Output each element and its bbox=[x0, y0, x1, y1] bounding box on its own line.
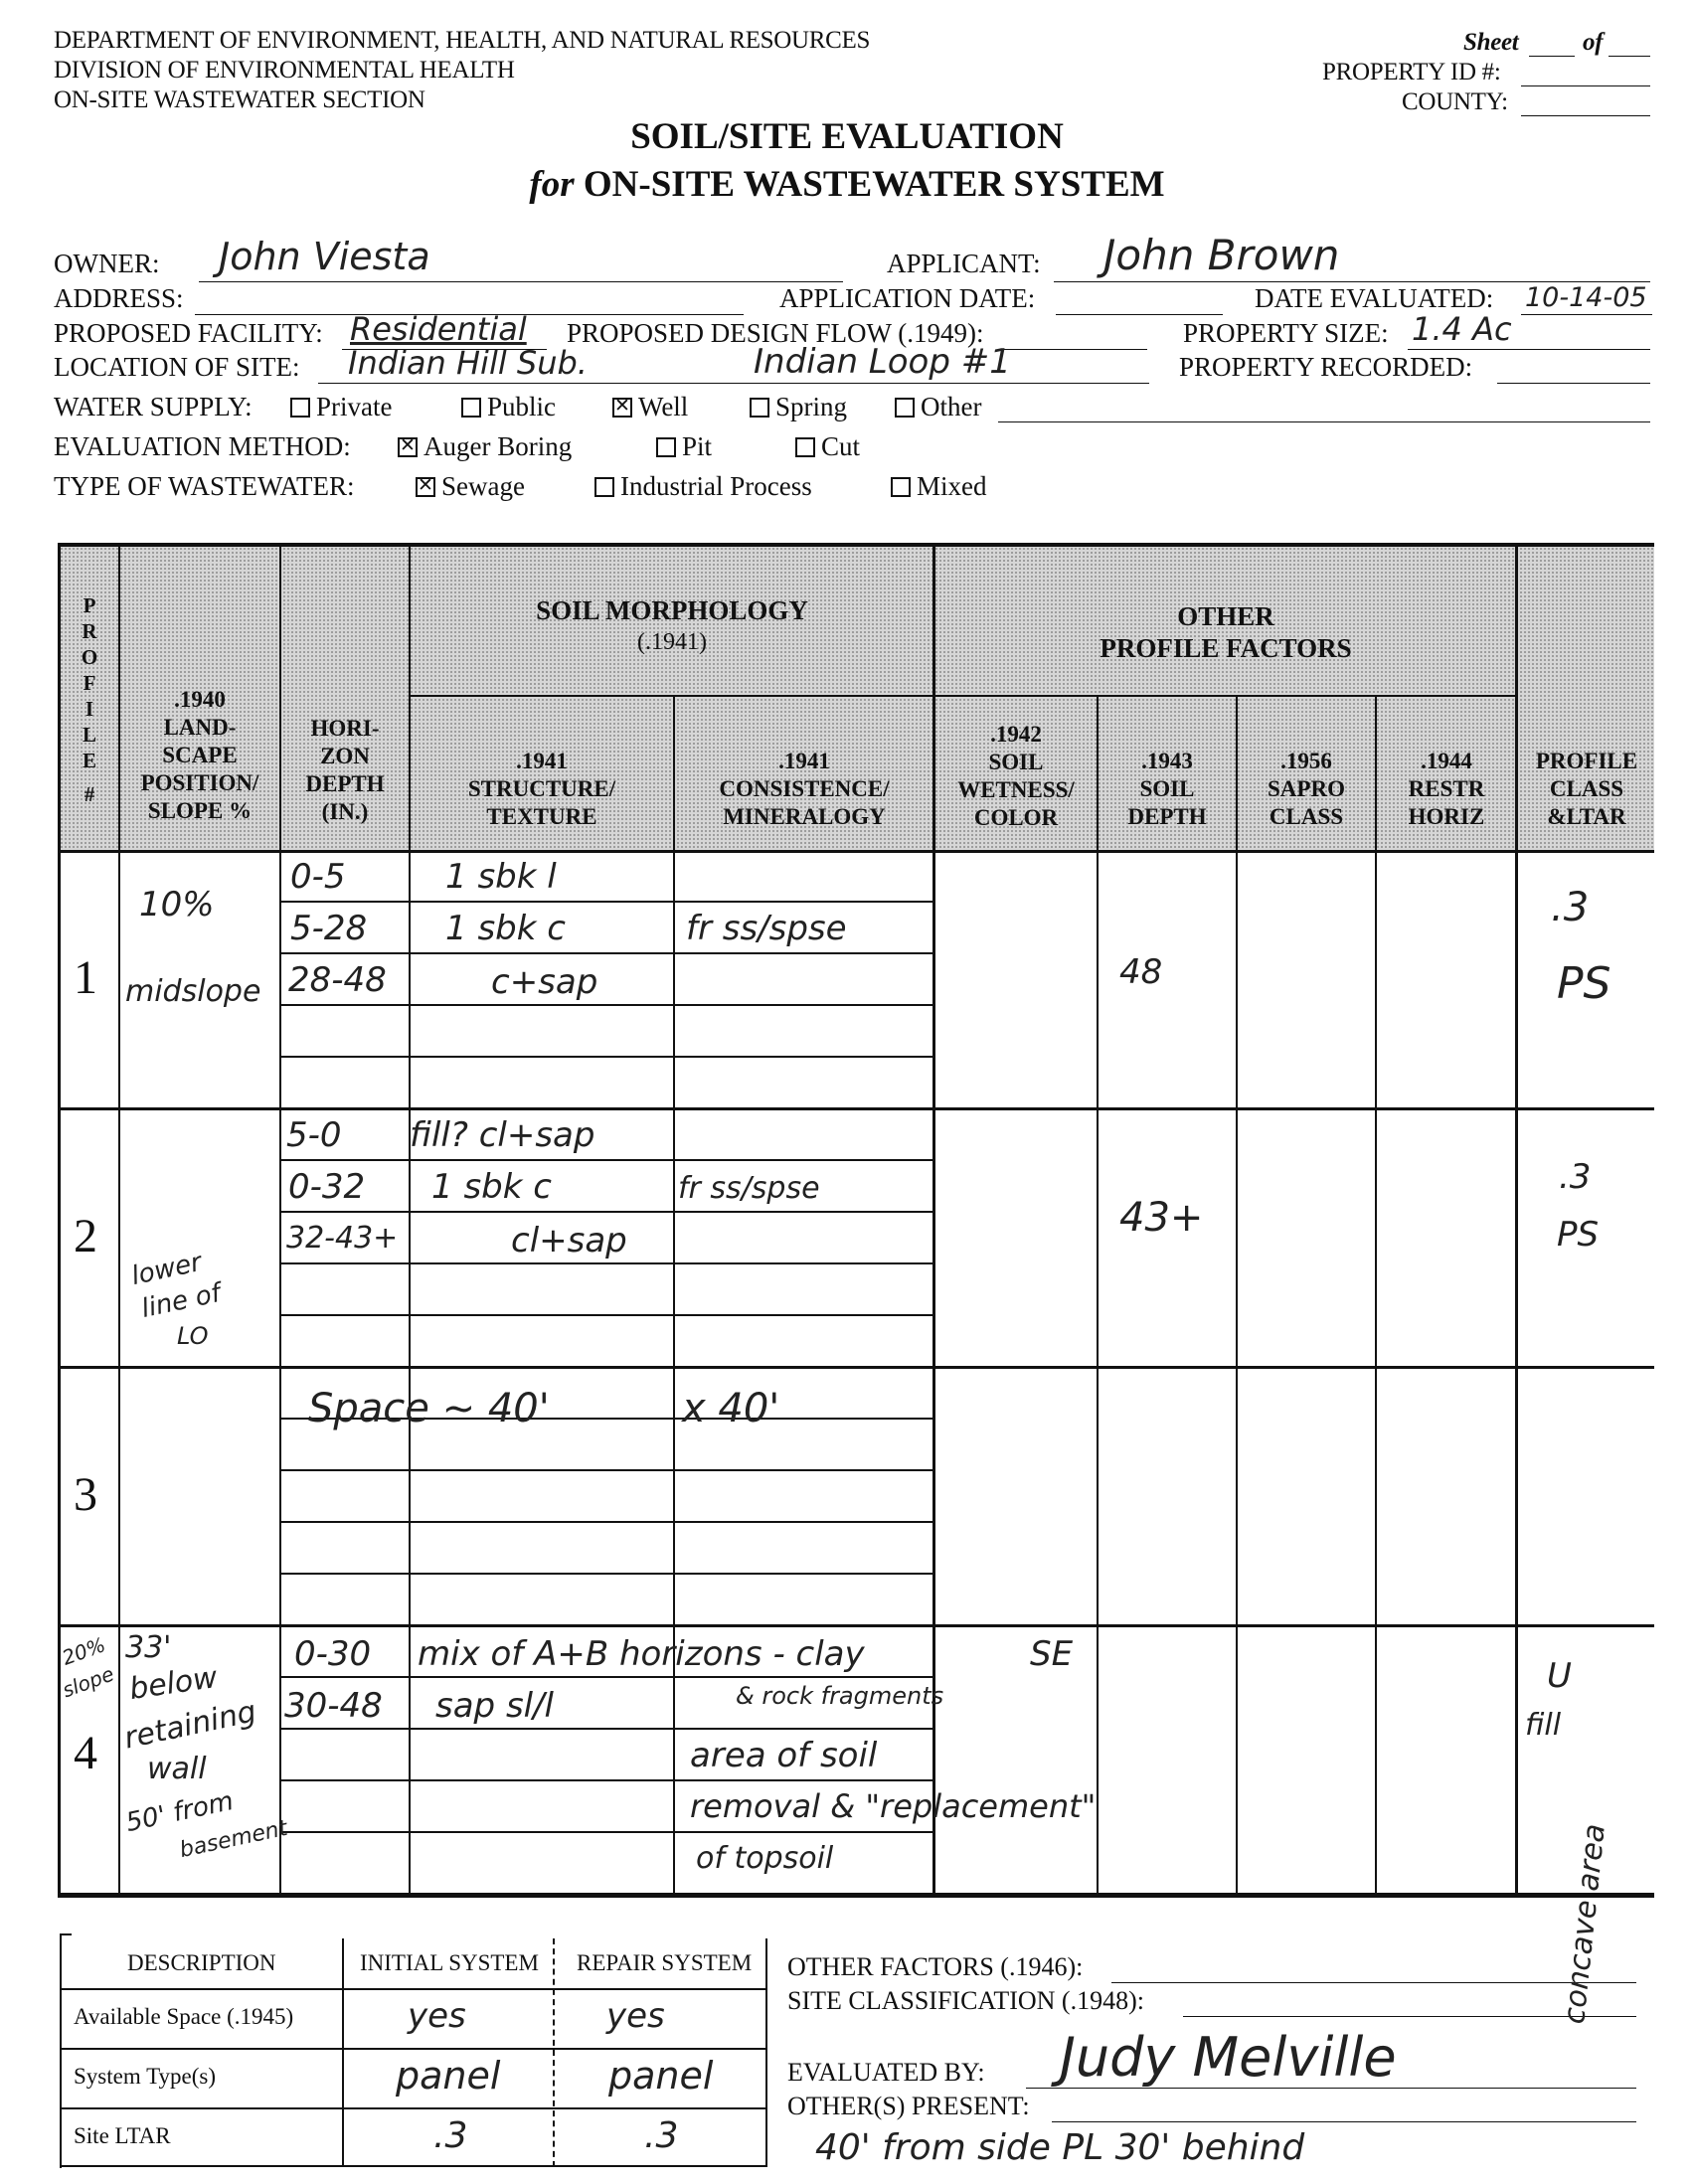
header-sub-line bbox=[409, 695, 1516, 697]
profile-1-structure-1[interactable]: 1 sbk l bbox=[445, 857, 557, 897]
dept-line-2: DIVISION OF ENVIRONMENTAL HEALTH bbox=[54, 57, 515, 84]
profile-2-horizon-1[interactable]: 5-0 bbox=[286, 1115, 342, 1155]
method-cut[interactable]: Cut bbox=[795, 431, 860, 462]
owner-line[interactable] bbox=[199, 281, 843, 282]
profile-2-horizon-2[interactable]: 0-32 bbox=[288, 1167, 366, 1207]
col-line-6 bbox=[1097, 696, 1099, 1895]
table-top-border bbox=[58, 543, 1654, 547]
profile-4-structure-1[interactable]: mix of A+B horizons - clay bbox=[418, 1634, 865, 1674]
profile-divider-2 bbox=[58, 1366, 1654, 1369]
applicant-label: APPLICANT: bbox=[887, 249, 1041, 278]
profile-1-class[interactable]: PS bbox=[1557, 958, 1611, 1009]
evaluated-by-signature[interactable]: Judy Melville bbox=[1060, 2026, 1397, 2089]
evaluation-method-label: EVALUATION METHOD: bbox=[54, 431, 351, 461]
profile-1-horizon-3[interactable]: 28-48 bbox=[288, 960, 387, 1000]
margin-note[interactable]: concave area bbox=[1557, 1822, 1612, 2026]
water-supply-label: WATER SUPPLY: bbox=[54, 392, 253, 421]
form-title-line2 bbox=[0, 163, 1694, 206]
location-value-1[interactable]: Indian Hill Sub. bbox=[348, 344, 588, 382]
profile-number-header: P R O F I L E # bbox=[81, 593, 98, 806]
profile-1-soil-depth[interactable]: 48 bbox=[1119, 952, 1163, 992]
form-title-line1: SOIL/SITE EVALUATION bbox=[630, 116, 1064, 157]
property-recorded-label: PROPERTY RECORDED: bbox=[1179, 352, 1473, 382]
design-flow-line[interactable] bbox=[1004, 349, 1147, 350]
repair-system-header: REPAIR SYSTEM bbox=[577, 1950, 753, 1975]
soil-depth-header: .1943 SOIL DEPTH bbox=[1127, 749, 1207, 829]
application-date-label: APPLICATION DATE: bbox=[779, 283, 1036, 313]
header-bottom-line bbox=[58, 850, 1654, 853]
property-id-line[interactable] bbox=[1521, 85, 1650, 86]
table-left-border bbox=[58, 543, 61, 1897]
application-date-line[interactable] bbox=[1056, 314, 1223, 315]
public-checkbox[interactable] bbox=[461, 398, 481, 418]
profile-1-horizon-2[interactable]: 5-28 bbox=[290, 909, 368, 948]
address-label: ADDRESS: bbox=[54, 283, 184, 313]
sheet-label: Sheet bbox=[1463, 29, 1519, 56]
sewage-checkbox[interactable] bbox=[416, 477, 435, 497]
initial-system-header: INITIAL SYSTEM bbox=[360, 1950, 539, 1975]
profile-4-horizon-2[interactable]: 30-48 bbox=[284, 1686, 383, 1726]
profile-4-landscape-1[interactable]: 33' bbox=[125, 1630, 172, 1665]
auger-boring-checkbox[interactable] bbox=[398, 437, 418, 457]
profile-divider-3 bbox=[58, 1624, 1654, 1627]
water-supply-private[interactable]: Private bbox=[290, 392, 392, 422]
col-line-2 bbox=[279, 547, 281, 1895]
profile-4-note-3[interactable]: removal & "replacement" bbox=[690, 1787, 1097, 1825]
date-evaluated-line[interactable] bbox=[1521, 314, 1652, 315]
property-id-label: PROPERTY ID #: bbox=[1322, 59, 1501, 85]
location-line[interactable] bbox=[318, 383, 1149, 384]
site-ltar-repair[interactable]: .3 bbox=[644, 2115, 679, 2156]
pit-checkbox[interactable] bbox=[656, 437, 676, 457]
table-bottom-border bbox=[58, 1893, 1654, 1898]
form-title-system: ON-SITE WASTEWATER SYSTEM bbox=[583, 164, 1165, 205]
property-size-value[interactable]: 1.4 Ac bbox=[1412, 310, 1512, 348]
profile-2-position-3[interactable]: LO bbox=[177, 1322, 209, 1350]
profile-4-landscape-4[interactable]: wall bbox=[147, 1752, 207, 1786]
dept-line-3: ON-SITE WASTEWATER SECTION bbox=[54, 86, 425, 113]
location-value-2[interactable]: Indian Loop #1 bbox=[754, 342, 1011, 382]
profile-4-landscape-6[interactable]: basement bbox=[177, 1815, 290, 1864]
profile-4-landscape-2[interactable]: below bbox=[126, 1659, 220, 1708]
profile-2-number: 2 bbox=[74, 1210, 97, 1262]
system-type-initial[interactable]: panel bbox=[396, 2054, 501, 2098]
other-checkbox[interactable] bbox=[895, 398, 915, 418]
available-space-label: Available Space (.1945) bbox=[74, 2004, 294, 2029]
water-supply-public[interactable]: Public bbox=[461, 392, 556, 422]
property-size-label: PROPERTY SIZE: bbox=[1183, 318, 1389, 348]
wastewater-mixed[interactable]: Mixed bbox=[891, 471, 987, 502]
profile-1-structure-2[interactable]: 1 sbk c bbox=[445, 909, 566, 948]
footer-note[interactable]: 40' from side PL 30' behind bbox=[815, 2127, 1305, 2168]
property-recorded-line[interactable] bbox=[1497, 383, 1650, 384]
sheet-number-line[interactable] bbox=[1529, 56, 1575, 57]
profile-4-note-2[interactable]: area of soil bbox=[690, 1736, 878, 1775]
wastewater-industrial[interactable]: Industrial Process bbox=[594, 471, 812, 502]
system-type-repair[interactable]: panel bbox=[608, 2054, 714, 2098]
horizon-depth-header: HORI- ZON DEPTH (IN.) bbox=[305, 716, 385, 824]
col-line-1 bbox=[118, 547, 120, 1895]
profile-2-structure-2[interactable]: 1 sbk c bbox=[431, 1167, 552, 1207]
design-flow-label: PROPOSED DESIGN FLOW (.1949): bbox=[567, 318, 984, 348]
profile-class-ltar-header: PROFILE CLASS &LTAR bbox=[1535, 749, 1638, 829]
dept-line-1: DEPARTMENT OF ENVIRONMENT, HEALTH, AND NATURAL RESOURCES bbox=[54, 27, 871, 54]
profile-3-note-b[interactable]: x 40' bbox=[682, 1386, 780, 1431]
profile-divider-1 bbox=[58, 1107, 1654, 1110]
industrial-process-checkbox[interactable] bbox=[594, 477, 614, 497]
proposed-facility-label: PROPOSED FACILITY: bbox=[54, 318, 323, 348]
sheet-total-line[interactable] bbox=[1609, 56, 1650, 57]
profile-4-note-4[interactable]: of topsoil bbox=[696, 1841, 834, 1876]
other-profile-factors-header: OTHER PROFILE FACTORS bbox=[1100, 601, 1352, 663]
profile-4-note-1[interactable]: & rock fragments bbox=[736, 1682, 944, 1710]
owner-value[interactable]: John Viesta bbox=[219, 235, 430, 278]
profile-3-note-a[interactable]: Space ~ 40' bbox=[308, 1386, 550, 1431]
owner-label: OWNER: bbox=[54, 249, 160, 278]
profile-2-structure-1[interactable]: fill? cl+sap bbox=[410, 1115, 595, 1155]
property-size-line[interactable] bbox=[1408, 349, 1650, 350]
method-pit[interactable]: Pit bbox=[656, 431, 712, 462]
profile-4-class[interactable]: fill bbox=[1525, 1708, 1562, 1743]
col-line-8 bbox=[1375, 696, 1377, 1895]
soil-morphology-header: SOIL MORPHOLOGY (.1941) bbox=[536, 595, 808, 655]
location-label: LOCATION OF SITE: bbox=[54, 352, 300, 382]
profile-2-position-1[interactable]: lower bbox=[128, 1247, 205, 1292]
method-auger-boring[interactable]: ✕ Auger Boring bbox=[398, 431, 572, 462]
spring-checkbox[interactable] bbox=[750, 398, 769, 418]
date-evaluated-label: DATE EVALUATED: bbox=[1255, 283, 1494, 313]
other-factors-label: OTHER FACTORS (.1946): bbox=[787, 1952, 1084, 1981]
wastewater-type-label: TYPE OF WASTEWATER: bbox=[54, 471, 355, 501]
profile-4-ltar[interactable]: U bbox=[1547, 1656, 1572, 1696]
profile-2-ltar[interactable]: .3 bbox=[1559, 1157, 1592, 1197]
county-label: COUNTY: bbox=[1402, 88, 1508, 115]
applicant-value[interactable]: John Brown bbox=[1103, 231, 1340, 279]
profile-4-number: 4 bbox=[74, 1727, 97, 1779]
system-type-label: System Type(s) bbox=[74, 2064, 216, 2089]
profile-4-slope-2[interactable]: slope bbox=[59, 1661, 117, 1703]
available-space-initial[interactable]: yes bbox=[408, 1996, 466, 2036]
col-line-4 bbox=[673, 696, 675, 1895]
profile-2-consistence-2[interactable]: fr ss/spse bbox=[678, 1171, 820, 1206]
col-line-3 bbox=[409, 547, 411, 1895]
available-space-repair[interactable]: yes bbox=[606, 1996, 665, 2036]
other-factors-line[interactable] bbox=[1111, 1982, 1636, 1983]
wastewater-sewage[interactable]: ✕ Sewage bbox=[416, 471, 525, 502]
profile-4-wetness[interactable]: SE bbox=[1030, 1634, 1074, 1674]
landscape-header: .1940 LAND- SCAPE POSITION/ SLOPE % bbox=[140, 687, 259, 823]
profile-3-number: 3 bbox=[74, 1468, 97, 1521]
profile-2-position-2[interactable]: line of bbox=[138, 1277, 224, 1325]
profile-4-structure-2[interactable]: sap sl/l bbox=[435, 1686, 554, 1726]
profile-2-soil-depth[interactable]: 43+ bbox=[1119, 1195, 1204, 1241]
col-line-9 bbox=[1515, 547, 1518, 1895]
mixed-checkbox[interactable] bbox=[891, 477, 911, 497]
profile-1-ltar[interactable]: .3 bbox=[1551, 885, 1590, 930]
evaluated-by-label: EVALUATED BY: bbox=[787, 2058, 985, 2087]
profile-1-position[interactable]: midslope bbox=[125, 974, 261, 1009]
cut-checkbox[interactable] bbox=[795, 437, 815, 457]
site-ltar-initial[interactable]: .3 bbox=[433, 2115, 468, 2156]
profile-1-slope[interactable]: 10% bbox=[139, 885, 215, 924]
water-supply-spring[interactable]: Spring bbox=[750, 392, 847, 422]
restr-horiz-header: .1944 RESTR HORIZ bbox=[1408, 749, 1485, 829]
water-supply-other[interactable]: Other bbox=[895, 392, 981, 422]
profile-4-landscape-5[interactable]: 50' from bbox=[123, 1785, 237, 1839]
water-supply-other-line[interactable] bbox=[998, 421, 1650, 422]
profile-2-horizon-3[interactable]: 32-43+ bbox=[286, 1221, 399, 1256]
profile-4-slope-1[interactable]: 20% bbox=[59, 1632, 109, 1670]
profile-1-consistence-2[interactable]: fr ss/spse bbox=[686, 909, 847, 948]
site-classification-label: SITE CLASSIFICATION (.1948): bbox=[787, 1986, 1144, 2015]
others-present-line[interactable] bbox=[1052, 2121, 1636, 2122]
water-supply-well[interactable]: ✕ Well bbox=[612, 392, 688, 422]
col-line-7 bbox=[1236, 696, 1238, 1895]
profile-2-class[interactable]: PS bbox=[1557, 1215, 1600, 1255]
form-title-for: for bbox=[529, 164, 575, 205]
others-present-label: OTHER(S) PRESENT: bbox=[787, 2092, 1030, 2120]
structure-texture-header: .1941 STRUCTURE/ TEXTURE bbox=[467, 749, 616, 829]
private-checkbox[interactable] bbox=[290, 398, 310, 418]
consistence-mineralogy-header: .1941 CONSISTENCE/ MINERALOGY bbox=[719, 749, 890, 829]
sapro-class-header: .1956 SAPRO CLASS bbox=[1268, 749, 1345, 829]
profile-1-number: 1 bbox=[74, 951, 97, 1004]
profile-4-horizon-1[interactable]: 0-30 bbox=[294, 1634, 372, 1674]
well-checkbox[interactable] bbox=[612, 398, 632, 418]
date-evaluated-value[interactable]: 10-14-05 bbox=[1525, 282, 1647, 313]
of-label: of bbox=[1583, 29, 1604, 56]
proposed-facility-value[interactable]: Residential bbox=[350, 310, 527, 348]
profile-1-structure-3[interactable]: c+sap bbox=[491, 962, 598, 1002]
department-block bbox=[54, 26, 870, 115]
description-header: DESCRIPTION bbox=[127, 1950, 276, 1975]
profile-4-landscape-3[interactable]: retaining bbox=[120, 1694, 259, 1757]
profile-2-structure-3[interactable]: cl+sap bbox=[511, 1221, 627, 1260]
site-ltar-label: Site LTAR bbox=[74, 2123, 171, 2148]
profile-1-horizon-1[interactable]: 0-5 bbox=[290, 857, 346, 897]
wetness-color-header: .1942 SOIL WETNESS/ COLOR bbox=[957, 722, 1075, 830]
